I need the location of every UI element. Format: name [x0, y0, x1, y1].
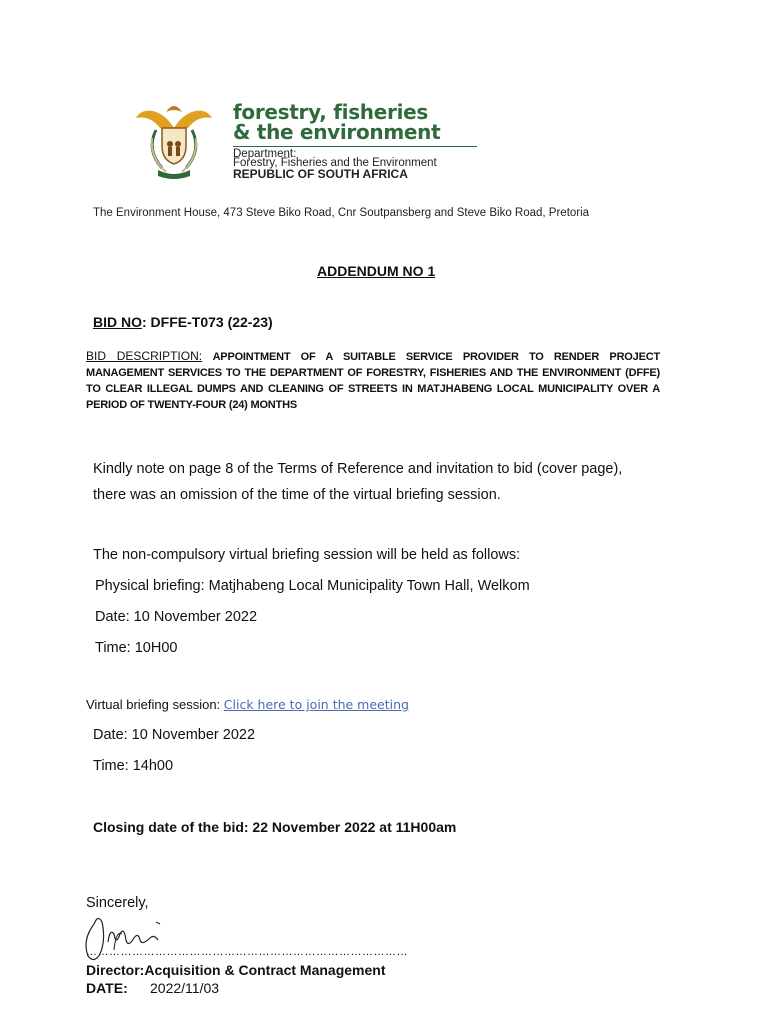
bid-number-label: BID NO — [93, 314, 142, 330]
virtual-date: Date: 10 November 2022 — [93, 727, 256, 743]
department-label: Department: — [233, 148, 297, 160]
date-value: 2022/11/03 — [150, 980, 220, 996]
bid-number-value: : DFFE-T073 (22-23) — [142, 314, 273, 330]
signature-line: ………………………………………………………………………… — [86, 946, 408, 958]
coat-of-arms-logo — [132, 98, 216, 182]
addendum-title: ADDENDUM NO 1 — [317, 263, 436, 279]
header-divider — [233, 146, 477, 147]
virtual-briefing-label: Virtual briefing session: — [86, 697, 224, 712]
date-label: DATE: — [86, 980, 128, 996]
virtual-time: Time: 14h00 — [93, 758, 174, 774]
physical-briefing: Physical briefing: Matjhabeng Local Municipality Town Hall, Welkom — [95, 578, 530, 594]
country-name: REPUBLIC OF SOUTH AFRICA — [233, 167, 408, 181]
session-intro: The non-compulsory virtual briefing session will be held as follows: — [93, 547, 521, 563]
bid-number — [93, 314, 273, 330]
bid-description — [86, 348, 660, 413]
address-line: The Environment House, 473 Steve Biko Road, Cnr Soutpansberg and Steve Biko Road, Pretoria — [93, 207, 590, 219]
join-meeting-link[interactable]: Click here to join the meeting — [223, 697, 409, 712]
signatory-title: Director:Acquisition & Contract Management — [86, 962, 386, 978]
department-name: Forestry, Fisheries and the Environment — [233, 157, 437, 169]
physical-date: Date: 10 November 2022 — [95, 609, 258, 625]
physical-time: Time: 10H00 — [95, 640, 178, 656]
bid-description-label: BID DESCRIPTION: — [86, 349, 203, 363]
bid-description-text: APPOINTMENT OF A SUITABLE SERVICE PROVIDER TO RENDER PROJECT MANAGEMENT SERVICES TO THE DEPARTMENT OF FORESTRY, FISHERIES AND THE ENVIRONMENT (DFFE) TO CLEAR ILLEGAL DUMPS AND CLEANING OF STREETS IN MATJHABENG LOCAL MUNICIPALITY OVER A PERIOD OF TWENTY-FOUR (24) MONTHS — [86, 351, 660, 411]
virtual-briefing — [86, 697, 409, 712]
sincerely-text: Sincerely, — [86, 895, 149, 911]
note-line-2: there was an omission of the time of the virtual briefing session. — [93, 487, 501, 503]
closing-date: Closing date of the bid: 22 November 2022 at 11H00am — [93, 819, 457, 835]
org-name-line1: forestry, fisheries — [233, 100, 428, 124]
note-line-1: Kindly note on page 8 of the Terms of Reference and invitation to bid (cover page), — [93, 461, 623, 477]
org-name-line2: & the environment — [233, 120, 441, 144]
